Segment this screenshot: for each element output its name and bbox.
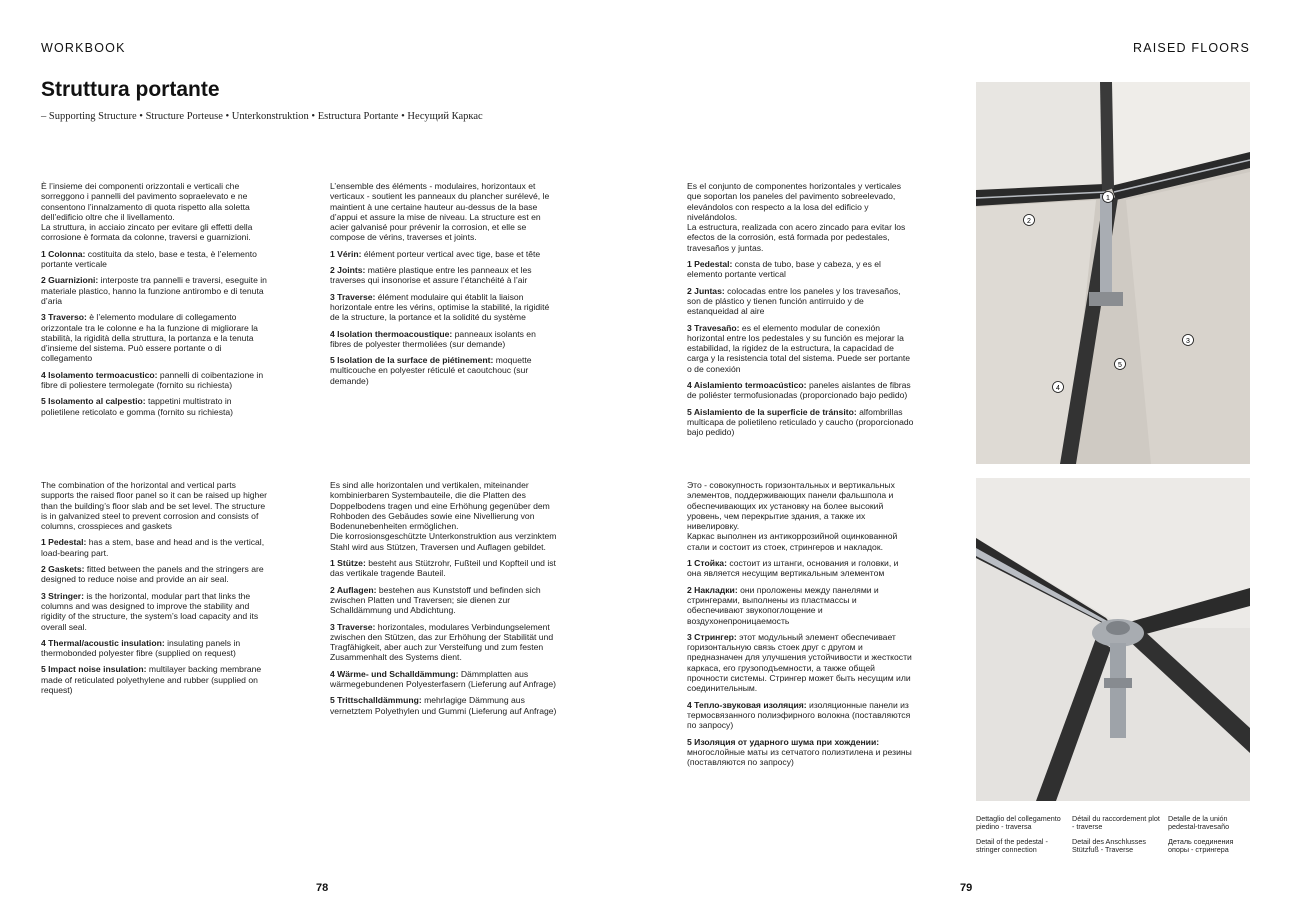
svg-text:4: 4 xyxy=(1056,385,1060,392)
svg-text:1: 1 xyxy=(1106,195,1110,202)
component-term: 2 Joints: xyxy=(330,265,366,276)
component-term: 1 Stütze: xyxy=(330,558,366,569)
pedestal-detail-photo xyxy=(976,478,1250,801)
component-term: 3 Stringer: xyxy=(41,590,84,601)
component-term: 5 Trittschalldämmung: xyxy=(330,695,422,706)
component-item xyxy=(41,312,269,363)
component-description: alfombrillas multicapa de polietileno reticulado y caucho (proporcionado bajo pedido) xyxy=(687,406,914,438)
column-intro: L’ensemble des éléments - modulaires, horizontaux et verticaux - soutient les panneaux du plancher surélevé, le maintient à une certaine hauteur au-dessus de la base d’appui et assure la mise de niveau. La structure est en acier galvanisé pour prévenir la corrosion, et elle se compose de vérins, traverses et joints. xyxy=(330,181,550,243)
component-description: insulating panels in thermobonded polyester fibre (supplied on request) xyxy=(41,637,241,659)
page-number-right: 79 xyxy=(960,882,973,894)
component-description: è l’elemento modulare di collegamento orizzontale tra le colonne e ha la funzione di migliorare la stabilità, la rigidità della struttura, la portanza e la tenuta d’insieme del sistema. Può essere portante o di collegamento xyxy=(41,312,258,364)
photo-marker-3 xyxy=(1183,335,1194,346)
component-description: этот модульный элемент обеспечивает горизонтальную связь стоек друг с другом и предназначен для улучшения устойчивости и жесткости каркаса, его грузоподъемности, а также общей прочности системы. Стрингер может быть несущим или соединительным. xyxy=(687,631,912,694)
text-column-german xyxy=(330,480,558,722)
text-column-english xyxy=(41,480,269,701)
text-column-italian xyxy=(41,181,269,423)
component-item xyxy=(41,370,269,391)
page-subtitle: – Supporting Structure • Structure Porteuse • Unterkonstruktion • Estructura Portante • Несущий Каркас xyxy=(41,111,483,122)
component-term: 2 Gaskets: xyxy=(41,564,85,575)
text-column-spanish xyxy=(687,181,915,444)
component-item xyxy=(41,638,269,659)
component-description: многослойные маты из сетчатого полиэтилена и резины (поставляются по запросу) xyxy=(687,746,912,768)
component-term: 2 Guarnizioni: xyxy=(41,275,99,286)
component-description: matière plastique entre les panneaux et les traverses qui insonorise et assure l’étanchéité à l’air xyxy=(330,265,532,286)
component-term: 3 Traverse: xyxy=(330,621,376,632)
component-description: interposte tra pannelli e traversi, eseguite in materiale plastico, hanno la funzione antirombo e di tenuta d’aria xyxy=(41,275,267,306)
svg-text:5: 5 xyxy=(1118,362,1122,369)
photo-marker-2 xyxy=(1024,215,1035,226)
component-item xyxy=(330,585,558,616)
caption-english: Detail of the pedestal - stringer connection xyxy=(976,836,1048,855)
caption-spanish: Detalle de la unión pedestal-travesaño xyxy=(1168,814,1230,832)
component-description: colocadas entre los paneles y los travesaños, son de plástico y tienen función antirruido y de estanqueidad al aire xyxy=(687,285,901,317)
component-term: 1 Vérin: xyxy=(330,248,362,259)
text-column-french xyxy=(330,181,558,392)
page-number-left: 78 xyxy=(316,882,329,894)
component-item xyxy=(330,265,558,286)
caption-german: Detail des Anschlusses Stützfuß - Traverse xyxy=(1072,836,1146,855)
component-term: 2 Auflagen: xyxy=(330,584,377,595)
component-term: 5 Aislamiento de la superficie de tránsito: xyxy=(687,406,857,417)
component-item xyxy=(330,249,558,259)
component-description: consta de tubo, base y cabeza, y es el elemento portante vertical xyxy=(687,259,881,280)
photo-marker-5 xyxy=(1115,359,1126,370)
structure-photo xyxy=(976,82,1250,464)
component-term: 5 Isolamento al calpestio: xyxy=(41,396,146,407)
component-item xyxy=(687,259,915,280)
component-item xyxy=(330,355,558,386)
component-description: costituita da stelo, base e testa, è l’elemento portante verticale xyxy=(41,248,257,270)
component-description: tappetini multistrato in polietilene reticolato e gomma (fornito su richiesta) xyxy=(41,396,234,417)
component-term: 1 Pedestal: xyxy=(687,259,733,270)
component-item xyxy=(687,585,915,626)
component-term: 4 Wärme- und Schalldämmung: xyxy=(330,668,459,679)
component-description: is the horizontal, modular part that links the columns and was designed to improve the stability and rigidity of the structure, the system’s load capacity and its overall seal. xyxy=(41,590,259,632)
component-term: 5 Изоляция от ударного шума при хождении: xyxy=(687,736,880,747)
component-term: 3 Traverso: xyxy=(41,312,87,323)
column-intro: The combination of the horizontal and vertical parts supports the raised floor panel so it can be raised up higher than the building’s floor slab and be set level. The structure is in galvanized steel to prevent corrosion and consists of columns, crosspieces and gaskets xyxy=(41,480,267,532)
component-description: besteht aus Stützrohr, Fußteil und Kopfteil und ist das vertikale tragende Bauteil. xyxy=(330,558,556,579)
header-left: WORKBOOK xyxy=(41,41,126,55)
component-description: horizontales, modulares Verbindungselement zwischen den Stützen, das zur Erhöhung der Stabilität und Tragfähigkeit, aber auch zur Versteifung und zum festen Zusammenhalt des Systems dient. xyxy=(330,621,554,663)
component-description: они проложены между панелями и стрингерами, выполнены из пластмассы и обеспечивают звукопоглощение и воздухонепроницаемость xyxy=(687,584,879,626)
component-description: mehrlagige Dämmung aus vernetztem Polyethylen und Gummi (Lieferung auf Anfrage) xyxy=(330,695,557,716)
component-description: élément porteur vertical avec tige, base et tête xyxy=(361,248,541,259)
component-term: 5 Impact noise insulation: xyxy=(41,664,147,675)
component-term: 3 Traverse: xyxy=(330,291,376,302)
component-item xyxy=(687,286,915,317)
caption-russian: Деталь соединения опоры - стрингера xyxy=(1168,836,1234,855)
component-item xyxy=(330,622,558,663)
component-term: 1 Colonna: xyxy=(41,248,86,259)
component-item xyxy=(687,737,915,768)
component-item xyxy=(41,396,269,417)
component-item xyxy=(41,591,269,632)
component-item xyxy=(330,329,558,350)
column-intro: Es sind alle horizontalen und vertikalen, miteinander kombinierbaren Systembauteile, die die Platten des Doppelbodens tragen und eine Erhöhung gegenüber dem Rohboden des Gebäudes sowie eine Nivellierung von Bodenunebenheiten ermöglichen. Die korrosionsgeschützte Unterkonstruktion aus verzinktem Stahl wird aus Stützen, Traversen und Auflagen gebildet. xyxy=(330,480,557,552)
component-description: moquette multicouche en polyester réticulé et caoutchouc (sur demande) xyxy=(330,355,532,386)
component-item xyxy=(41,537,269,558)
component-description: изоляционные панели из термосвязанного полиэфирного волокна (поставляются по запросу) xyxy=(687,699,911,731)
component-item xyxy=(687,407,915,438)
component-description: paneles aislantes de fibras de poliéster termofusionadas (proporcionado bajo pedido) xyxy=(687,380,911,401)
component-term: 3 Стрингер: xyxy=(687,631,737,642)
component-item xyxy=(330,292,558,323)
column-intro: È l’insieme dei componenti orizzontali e verticali che sorreggono i pannelli del pavimento sopraelevato e ne consentono l’innalzamento di quota rispetto alla soletta dell’edificio oltre che il livellamento. La struttura, in acciaio zincato per evitare gli effetti della corrosione è formata da colonne, traversi e guarnizioni. xyxy=(41,181,253,243)
component-item xyxy=(687,380,915,401)
component-item xyxy=(330,695,558,716)
component-description: panneaux isolants en fibres de polyester thermoliées (sur demande) xyxy=(330,328,536,349)
component-term: 1 Стойка: xyxy=(687,558,727,569)
photo-marker-4 xyxy=(1053,382,1064,393)
caption-french: Détail du raccordement plot - traverse xyxy=(1072,814,1160,832)
component-term: 2 Juntas: xyxy=(687,285,725,296)
svg-text:3: 3 xyxy=(1186,338,1190,345)
component-item xyxy=(330,558,558,579)
component-term: 4 Isolation thermoacoustique: xyxy=(330,328,453,339)
component-description: Dämmplatten aus wärmegebundenen Polyesterfasern (Lieferung auf Anfrage) xyxy=(330,668,556,690)
component-item xyxy=(330,669,558,690)
header-right: RAISED FLOORS xyxy=(1132,41,1250,55)
component-term: 2 Накладки: xyxy=(687,584,738,595)
component-description: es el elemento modular de conexión horizontal entre los pedestales y su función es mejorar la estabilidad, la rigidez de la estructura, la capacidad de carga y la resistencia total del sistema. Puede ser portante o de conexión xyxy=(687,322,911,374)
component-description: fitted between the panels and the stringers are designed to reduce noise and provide an air seal. xyxy=(41,564,264,585)
component-description: bestehen aus Kunststoff und befinden sich zwischen Platten und Traversen; sie dienen zur Schalldämmung und Abdichtung. xyxy=(330,584,541,616)
text-column-russian xyxy=(687,480,915,773)
caption-italian: Dettaglio del collegamento piedino - traversa xyxy=(976,814,1061,832)
svg-text:2: 2 xyxy=(1027,218,1031,225)
component-item xyxy=(687,700,915,731)
caption-column-2 xyxy=(1072,815,1160,861)
page-title: Struttura portante xyxy=(41,78,220,101)
caption-column-3 xyxy=(1168,815,1256,861)
component-description: состоит из штанги, основания и головки, и она является несущим вертикальным элементом xyxy=(687,558,899,579)
component-item xyxy=(687,632,915,694)
caption-column-1 xyxy=(976,815,1064,861)
component-term: 1 Pedestal: xyxy=(41,537,87,548)
component-term: 4 Тепло-звуковая изоляция: xyxy=(687,699,807,710)
component-item xyxy=(687,558,915,579)
component-term: 4 Aislamiento termoacústico: xyxy=(687,380,807,391)
column-intro: Это - совокупность горизонтальных и вертикальных элементов, поддерживающих панели фальшпола и обеспечивающих их установку на более высокий уровень, чем перекрытие здания, а также их нивелировку. Каркас выполнен из антикоррозийной оцинкованной стали и состоит из стоек, стрингеров и накладок. xyxy=(687,480,898,552)
component-item xyxy=(41,664,269,695)
component-item xyxy=(41,275,269,306)
component-term: 5 Isolation de la surface de piétinement: xyxy=(330,355,494,366)
component-description: multilayer backing membrane made of reticulated polyethylene and rubber (supplied on request) xyxy=(41,664,262,696)
component-term: 4 Thermal/acoustic insulation: xyxy=(41,637,165,648)
component-description: pannelli di coibentazione in fibre di poliestere termolegate (fornito su richiesta) xyxy=(41,369,264,391)
component-term: 3 Travesaño: xyxy=(687,322,740,333)
component-description: has a stem, base and head and is the vertical, load-bearing part. xyxy=(41,537,265,558)
column-intro: Es el conjunto de componentes horizontales y verticales que soportan los paneles del pavimento sobreelevado, elevándolos con respecto a la losa del edificio y nivelándolos. La estructura, realizada con acero zincado para evitar los efectos de la corrosión, está formada por pedestales, travesaños y juntas. xyxy=(687,181,906,253)
component-item xyxy=(687,323,915,374)
photo-marker-1 xyxy=(1103,192,1114,203)
component-item xyxy=(41,249,269,270)
component-item xyxy=(41,564,269,585)
component-term: 4 Isolamento termoacustico: xyxy=(41,369,158,380)
component-description: élément modulaire qui établit la liaison horizontale entre les vérins, optimise la stabilité, la rigidité de la structure, la portance et la solidité du système xyxy=(330,291,550,323)
